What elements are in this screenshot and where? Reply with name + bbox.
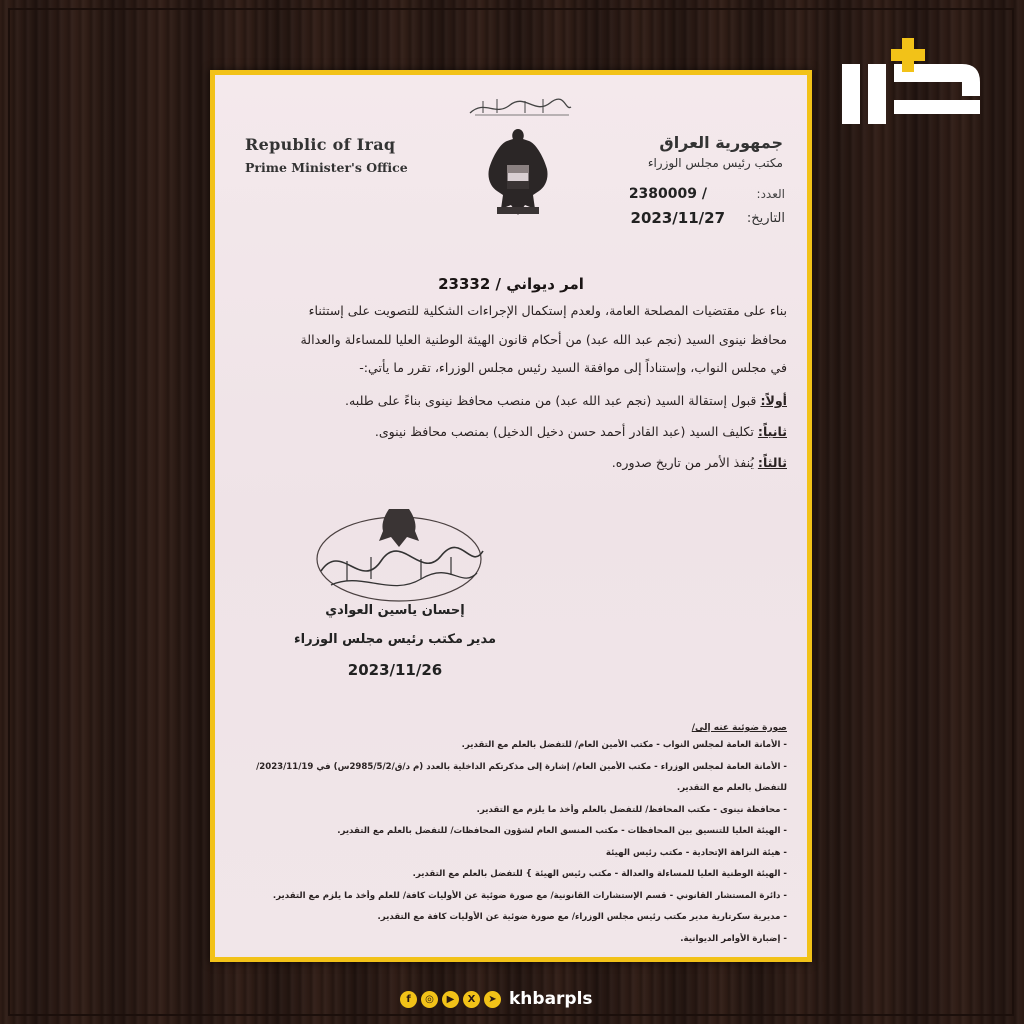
telegram-icon[interactable]: ➤ — [484, 991, 501, 1008]
signatory-title: مدير مكتب رئيس مجلس الوزراء — [293, 632, 496, 647]
copy-recipient: للتفضل بالعلم مع التقدير. — [676, 783, 787, 793]
copy-recipient: - الهيئة الوطنية العليا للمساءلة والعدالة - مكتب رئيس الهيئة } للتفضل بالعلم مع التقدير. — [412, 869, 787, 879]
copy-recipient: - هيئة النزاهة الإتحادية - مكتب رئيس الهيئة — [605, 847, 787, 858]
facebook-icon[interactable]: f — [400, 991, 417, 1008]
copy-recipient: - دائرة المستشار القانوني - قسم الإستشارات القانونية/ مع صورة ضوئية عن الأوليات كافة/ للعلم وأخذ ما يلزم مع التقدير. — [272, 890, 787, 901]
number-label: العدد: — [756, 187, 785, 201]
order-item: ثالثاً: يُنفذ الأمر من تاريخ صدوره. — [611, 455, 787, 470]
country-name-ar: جمهورية العراق — [659, 133, 783, 152]
order-body — [241, 297, 787, 383]
copy-recipient: - الهيئة العليا للتنسيق بين المحافظات - مكتب المنسق العام لشؤون المحافظات/ للتفضل بالعلم مع التقدير. — [337, 826, 787, 836]
decree-document — [210, 70, 812, 962]
number-value: 2380009 / — [628, 186, 707, 202]
signatory-name: إحسان ياسين العوادي — [325, 603, 465, 618]
office-stamp-signature — [301, 501, 491, 611]
order-title: امر ديواني / 23332 — [438, 275, 584, 293]
copy-recipient: - محافظة نينوى - مكتب المحافظ/ للتفضل بالعلم وأخذ ما يلزم مع التقدير. — [476, 804, 787, 815]
copies-title: صورة ضوئية عنه إلى/ — [691, 723, 787, 733]
date-value: 2023/11/27 — [630, 209, 725, 227]
bismillah-calligraphy — [465, 93, 575, 121]
brand-handle[interactable]: khbarpls — [509, 989, 593, 1009]
signature-date: 2023/11/26 — [347, 661, 443, 679]
reference-number-row — [565, 187, 785, 209]
country-name-en: Republic of Iraq — [245, 135, 396, 154]
copy-recipient: - الأمانة العامة لمجلس الوزراء - مكتب الأمين العام/ إشارة إلى مذكرتكم الداخلية بالعدد (م د/ق/2985/5/2س) في 2023/11/19/ — [256, 761, 787, 772]
order-item: أولاً: قبول إستقالة السيد (نجم عبد الله عبد) من منصب محافظ نينوى بناءً على طلبه. — [345, 393, 787, 408]
eagle-emblem-icon — [483, 125, 553, 221]
letterhead-english — [245, 135, 408, 175]
body-line: بناء على مقتضيات المصلحة العامة، ولعدم إستكمال الإجراءات الشكلية للتصويت على إستثناء — [308, 303, 787, 318]
copies-list — [235, 723, 787, 954]
letterhead-arabic — [648, 133, 783, 170]
order-items — [241, 385, 787, 478]
x-icon[interactable]: X — [463, 991, 480, 1008]
body-line: في مجلس النواب، وإستناداً إلى موافقة السيد رئيس مجلس الوزراء، تقرر ما يأتي:- — [359, 360, 787, 375]
copy-recipient: - إضبارة الأوامر الديوانية. — [680, 933, 787, 944]
instagram-icon[interactable]: ◎ — [421, 991, 438, 1008]
copy-recipient: - مديرية سكرتارية مدير مكتب رئيس مجلس الوزراء/ مع صورة ضوئية عن الأوليات كافة مع التقدير. — [377, 912, 787, 922]
order-item: ثانياً: تكليف السيد (عبد القادر أحمد حسن دخيل الدخيل) بمنصب محافظ نينوى. — [374, 424, 787, 439]
issue-date-row — [565, 209, 785, 231]
date-label: التاريخ: — [746, 211, 785, 226]
signature-block — [285, 603, 505, 679]
office-name-ar: مكتب رئيس مجلس الوزراء — [647, 156, 783, 170]
body-line: محافظ نينوى السيد (نجم عبد الله عبد) من أحكام قانون الهيئة الوطنية العليا للمساءلة والعدالة — [300, 331, 787, 347]
office-name-en: Prime Minister's Office — [245, 160, 408, 175]
copy-recipient: - الأمانة العامة لمجلس النواب - مكتب الأمين العام/ للتفضل بالعلم مع التقدير. — [461, 740, 787, 750]
social-footer — [400, 988, 593, 1010]
khbar-logo — [842, 34, 982, 130]
youtube-icon[interactable]: ▶ — [442, 991, 459, 1008]
